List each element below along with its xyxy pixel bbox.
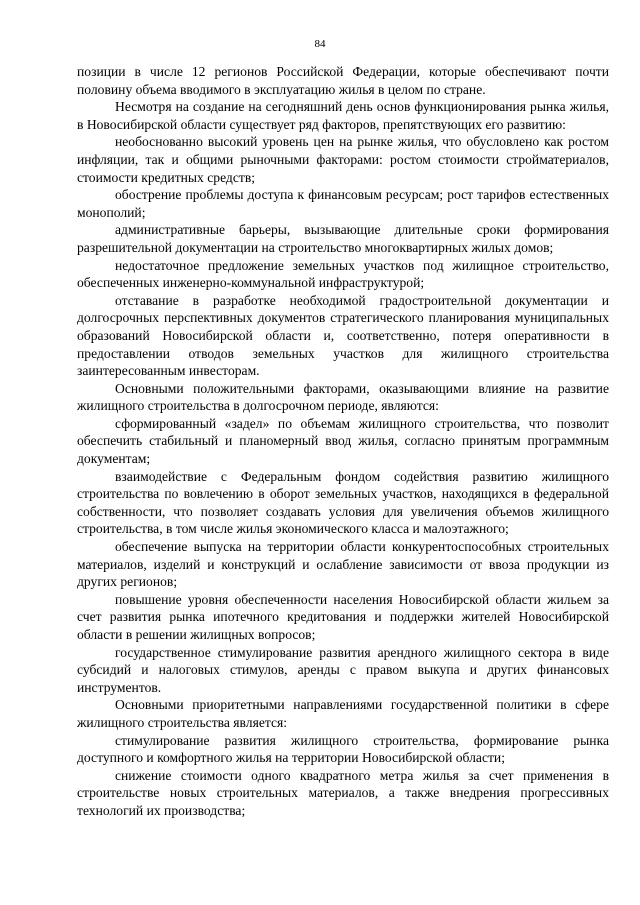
paragraph-backlog: сформированный «задел» по объемам жилищного строительства, что позволит обеспечить стабильный и планомерный ввод жилья, согласно принятым программным документам; (77, 415, 609, 467)
paragraph-land-supply: недостаточное предложение земельных участков под жилищное строительство, обеспеченных инженерно-коммунальной инфраструктурой; (77, 257, 609, 291)
paragraph-materials: обеспечение выпуска на территории области конкурентоспособных строительных материалов, изделий и конструкций и ослабление зависимости от ввоза продукции из других регионов; (77, 539, 609, 590)
paragraph-priorities-intro: Основными приоритетными направлениями государственной политики в сфере жилищного строительства является: (77, 697, 609, 730)
body-text (77, 63, 609, 820)
paragraph-continuation: позиции в числе 12 регионов Российской Федерации, которые обеспечивают почти половину объема вводимого в эксплуатацию жилья в целом по стране. (77, 64, 609, 97)
paragraph-price-level: необоснованно высокий уровень цен на рынке жилья, что обусловлено как ростом инфляции, так и общими рыночными факторами: ростом стоимости стройматериалов, стоимости кредитных средств; (77, 134, 609, 185)
paragraph-planning-lag: отставание в разработке необходимой градостроительной документации и долгосрочных перспективных документов стратегического планирования муниципальных образований Новосибирской области и, соответственно, потеря оперативности в предоставлении отводов земельных участков для жилищного строительства заинтересованным инвесторам. (77, 292, 609, 379)
paragraph-positive-intro: Основными положительными факторами, оказывающими влияние на развитие жилищного строительства в долгосрочном периоде, являются: (77, 380, 609, 414)
paragraph-affordable-market: стимулирование развития жилищного строительства, формирование рынка доступного и комфортного жилья на территории Новосибирской области; (77, 732, 609, 766)
paragraph-factors-intro: Несмотря на создание на сегодняшний день основ функционирования рынка жилья, в Новосибирской области существует ряд факторов, препятствующих его развитию: (77, 99, 609, 132)
paragraph-financial-access: обострение проблемы доступа к финансовым ресурсам; рост тарифов естественных монополий; (77, 187, 609, 220)
page-number: 84 (314, 38, 326, 50)
paragraph-cost-reduction: снижение стоимости одного квадратного метра жилья за счет применения в строительстве новых строительных материалов, а также внедрения прогрессивных технологий их производства; (77, 767, 609, 818)
paragraph-admin-barriers: административные барьеры, вызывающие длительные сроки формирования разрешительной документации на строительство многоквартирных жилых домов; (77, 222, 609, 255)
paragraph-mortgage: повышение уровня обеспеченности населения Новосибирской области жильем за счет развития рынка ипотечного кредитования и поддержки жителей Новосибирской области в решении жилищных вопросов; (77, 591, 609, 642)
paragraph-rental: государственное стимулирование развития арендного жилищного сектора в виде субсидий и налоговых стимулов, аренды с правом выкупа и других финансовых инструментов. (77, 644, 609, 695)
paragraph-federal-fund: взаимодействие с Федеральным фондом содействия развитию жилищного строительства по вовлечению в оборот земельных участков, находящихся в федеральной собственности, что позволяет создавать условия для увеличения объемов жилищного строительства, в том числе жилья экономического класса и малоэтажного; (77, 468, 609, 537)
